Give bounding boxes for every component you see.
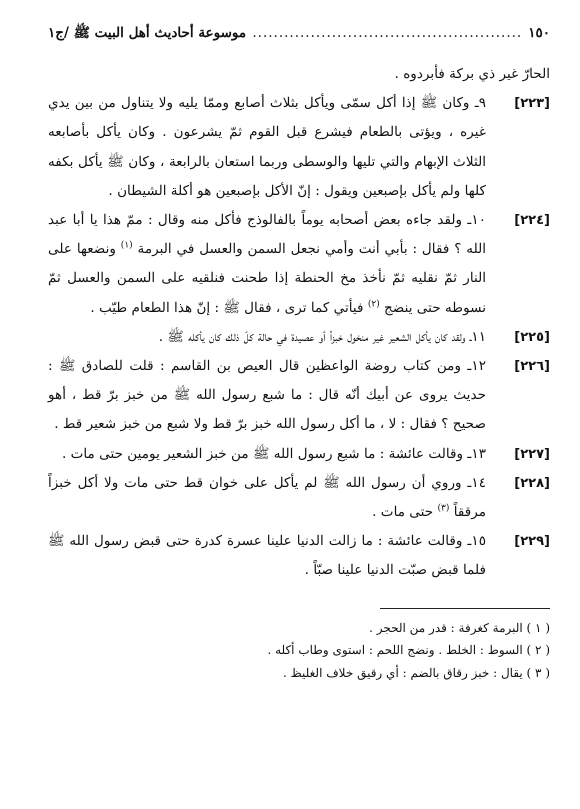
hadith-text: ١٣ـ وقالت عائشة : ما شبع رسول الله ﷺ من خبز الشعير يومين حتى مات . [61, 445, 486, 462]
footnote-ref: (١) [120, 240, 133, 251]
footnote-ref: (٣) [437, 503, 450, 514]
hadith-entry [48, 527, 550, 585]
hadith-text: ١٥ـ وقالت عائشة : ما زالت الدنيا علينا عسرة كدرة حتى قبض رسول الله ﷺ فلما قبض صبّت الدنيا علينا صبّاً . [48, 533, 486, 579]
hadith-number: [٢٢٩] [514, 534, 550, 550]
hadith-number: [٢٢٣] [514, 96, 550, 112]
hadith-text: ١١ـ ولقد كان يأكل الشعير غير منخول خبزاً أو عصيدة في حالة كلّ ذلك كان يأكله ﷺ . [158, 328, 486, 345]
hadith-text [48, 206, 486, 323]
hadith-entry [48, 469, 550, 527]
hadith-text-part: ١٤ـ وروي أن رسول الله ﷺ لم يأكل على خوان قط حتى مات ولا أكل خبزاً مرققاً [48, 474, 486, 521]
hadith-entry [48, 323, 550, 352]
hadith-entry [48, 89, 550, 206]
footnotes [48, 617, 550, 685]
hadith-text-part: ونضعها على النار ثمّ نقليه ثمّ نأخذ مخ الحنطة إذا طحنت فنلقيه على السمن والعسل ثمّ نسوطه حتى ينضج [48, 241, 486, 316]
footnote-separator [380, 608, 550, 609]
hadith-number: [٢٢٧] [514, 446, 550, 462]
page-number: ١٥٠ [528, 25, 550, 41]
footnote: ( ٣ ) يقال : خبز رقاق بالضم : أي رقيق خلاف الغليظ . [283, 665, 550, 680]
hadith-number: [٢٢٤] [514, 213, 550, 229]
hadith-number: [٢٢٦] [514, 359, 550, 375]
footnote: ( ١ ) البرمة كغرفة : قدر من الحجر . [369, 620, 550, 635]
main-text [48, 60, 550, 586]
running-header [48, 24, 550, 50]
hadith-entry [48, 206, 550, 323]
hadith-text [48, 469, 486, 527]
hadith-text-part: ١٠ـ ولقد جاءه بعض أصحابه يوماً بالفالوذج فأكل منه وقال : ممّ هذا يا أبا عبد الله ؟ فقال : بأبي أنت وأمي نجعل السمن والعسل في البرمة [48, 212, 486, 258]
hadith-text-part: حتى مات . [372, 504, 434, 521]
hadith-entry [48, 352, 550, 440]
continuation-line: الحارّ غير ذي بركة فأبردوه . [394, 66, 550, 82]
footnote: ( ٢ ) السوط : الخلط . ونضج اللحم : استوى وطاب أكله . [267, 643, 550, 658]
book-title: موسوعة أحاديث أهل البيت ﷺ /ج١ [48, 25, 247, 41]
hadith-entry [48, 440, 550, 469]
hadith-number: [٢٢٥] [514, 329, 550, 345]
hadith-number: [٢٢٨] [514, 475, 550, 491]
hadith-text: ١٢ـ ومن كتاب روضة الواعظين قال العيص بن القاسم : قلت للصادق ﷺ : حديث يروى عن أبيك أنّه قال : ما شبع رسول الله ﷺ من خبز برّ قط ، أهو صحيح ؟ فقال : لا ، ما أكل رسول الله خبز برّ قط ولا شبع من خبز شعير قط . [48, 358, 486, 433]
footnote-ref: (٢) [367, 299, 380, 310]
hadith-text: ٩ـ وكان ﷺ إذا أكل سمّى ويأكل بثلاث أصابع وممّا يليه ولا يتناول من بين يدي غيره ، ويؤتى بالطعام فيشرع قبل القوم ثمّ يشرعون . وكان يأكل بأصابعه الثلاث الإبهام والتي تليها والوسطى وربما استعان بالرابعة ، وكان ﷺ يأكل بكفه كلها ولم يأكل بإصبعين ويقول : إنّ الأكل بإصبعين هو أكلة الشيطان . [48, 95, 486, 199]
header-dot-leader [252, 25, 522, 41]
hadith-text-part: فيأتي كما ترى ، فقال ﷺ : إنّ هذا الطعام طيّب . [90, 299, 364, 316]
